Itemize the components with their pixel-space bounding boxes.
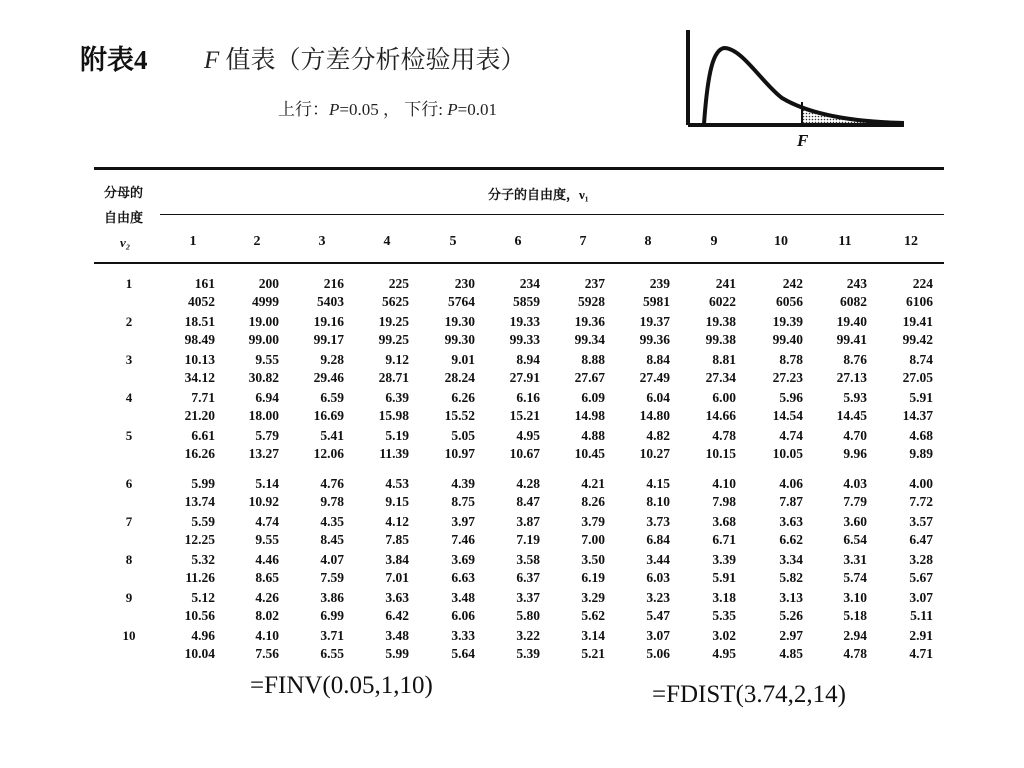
row-label-5: 5 xyxy=(125,428,133,443)
table-cell-lower: 13.74 xyxy=(184,494,215,509)
table-cell-lower: 99.38 xyxy=(705,332,736,347)
table-cell-upper: 234 xyxy=(519,276,540,291)
table-cell-lower: 10.92 xyxy=(248,494,279,509)
table-cell-lower: 9.15 xyxy=(385,494,409,509)
header-denominator-line1: 分母的 xyxy=(104,185,144,200)
table-cell-lower: 11.39 xyxy=(379,446,409,461)
table-cell-upper: 2.94 xyxy=(843,628,867,643)
table-cell-upper: 4.74 xyxy=(779,428,803,443)
table-cell-lower: 99.30 xyxy=(444,332,475,347)
table-cell-upper: 3.73 xyxy=(646,514,670,529)
table-cell-upper: 3.14 xyxy=(581,628,605,643)
table-cell-lower: 10.56 xyxy=(184,608,215,623)
table-cell-upper: 5.12 xyxy=(191,590,215,605)
subtitle-upper-value: =0.05 ， xyxy=(339,100,400,119)
table-cell-lower: 8.65 xyxy=(255,570,279,585)
table-cell-lower: 27.34 xyxy=(705,370,736,385)
column-header-10: 10 xyxy=(774,234,788,249)
title-label: 附表4 xyxy=(80,45,148,75)
table-cell-lower: 7.19 xyxy=(516,532,540,547)
table-cell-lower: 27.05 xyxy=(902,370,933,385)
table-cell-lower: 34.12 xyxy=(184,370,215,385)
table-cell-lower: 18.00 xyxy=(248,408,279,423)
table-cell-lower: 99.33 xyxy=(509,332,540,347)
table-cell-upper: 3.22 xyxy=(516,628,540,643)
table-cell-upper: 4.82 xyxy=(646,428,670,443)
table-cell-upper: 19.41 xyxy=(902,314,933,329)
table-cell-lower: 4.95 xyxy=(712,646,736,661)
table-cell-lower: 16.26 xyxy=(184,446,215,461)
subtitle-lower-prefix: 下行: xyxy=(404,100,448,119)
table-cell-lower: 8.26 xyxy=(581,494,605,509)
row-label-9: 9 xyxy=(125,590,133,605)
table-cell-upper: 8.76 xyxy=(843,352,867,367)
subtitle xyxy=(278,95,497,120)
table-cell-lower: 9.78 xyxy=(320,494,344,509)
table-cell-lower: 6.99 xyxy=(320,608,344,623)
table-cell-lower: 6.06 xyxy=(451,608,475,623)
column-header-6: 6 xyxy=(514,234,522,249)
table-cell-lower: 7.85 xyxy=(385,532,409,547)
table-cell-upper: 4.35 xyxy=(320,514,344,529)
table-column-rule xyxy=(94,262,944,264)
table-cell-lower: 12.25 xyxy=(184,532,215,547)
column-header-8: 8 xyxy=(644,234,652,249)
formula-fdist: =FDIST(3.74,2,14) xyxy=(652,681,846,708)
table-cell-upper: 3.34 xyxy=(779,552,803,567)
table-cell-upper: 5.91 xyxy=(909,390,933,405)
table-cell-lower: 5859 xyxy=(513,294,540,309)
table-cell-upper: 3.86 xyxy=(320,590,344,605)
subtitle-upper-prefix: 上行： xyxy=(278,100,329,119)
table-cell-upper: 5.59 xyxy=(191,514,215,529)
table-cell-lower: 10.67 xyxy=(509,446,540,461)
table-cell-upper: 3.44 xyxy=(646,552,670,567)
table-cell-lower: 7.98 xyxy=(712,494,736,509)
table-cell-lower: 28.71 xyxy=(378,370,409,385)
table-cell-lower: 4999 xyxy=(252,294,279,309)
table-cell-upper: 241 xyxy=(715,276,736,291)
table-cell-upper: 8.74 xyxy=(909,352,933,367)
table-cell-lower: 5403 xyxy=(317,294,344,309)
table-cell-lower: 99.40 xyxy=(772,332,803,347)
table-cell-lower: 8.45 xyxy=(320,532,344,547)
table-cell-upper: 5.79 xyxy=(255,428,279,443)
table-cell-lower: 5.74 xyxy=(843,570,867,585)
table-cell-lower: 6106 xyxy=(906,294,933,309)
table-cell-lower: 6.19 xyxy=(581,570,605,585)
table-cell-upper: 3.97 xyxy=(451,514,475,529)
table-cell-lower: 15.21 xyxy=(509,408,540,423)
table-cell-lower: 14.54 xyxy=(772,408,803,423)
table-cell-lower: 14.66 xyxy=(705,408,736,423)
table-cell-upper: 10.13 xyxy=(184,352,215,367)
table-cell-upper: 4.76 xyxy=(320,476,344,491)
table-cell-lower: 7.46 xyxy=(451,532,475,547)
table-cell-lower: 4.71 xyxy=(909,646,933,661)
table-cell-upper: 18.51 xyxy=(184,314,215,329)
table-cell-upper: 6.00 xyxy=(712,390,736,405)
table-cell-lower: 5.99 xyxy=(385,646,409,661)
table-cell-lower: 6082 xyxy=(840,294,867,309)
table-cell-upper: 8.84 xyxy=(646,352,670,367)
table-cell-lower: 8.47 xyxy=(516,494,540,509)
table-cell-lower: 98.49 xyxy=(184,332,215,347)
table-cell-upper: 4.10 xyxy=(255,628,279,643)
table-cell-upper: 6.59 xyxy=(320,390,344,405)
table-cell-upper: 4.96 xyxy=(191,628,215,643)
table-cell-lower: 6.63 xyxy=(451,570,475,585)
table-cell-upper: 9.12 xyxy=(385,352,409,367)
table-cell-upper: 3.07 xyxy=(909,590,933,605)
table-cell-upper: 8.81 xyxy=(712,352,736,367)
table-cell-upper: 5.93 xyxy=(843,390,867,405)
column-header-5: 5 xyxy=(449,234,457,249)
table-cell-upper: 225 xyxy=(388,276,409,291)
table-cell-upper: 5.05 xyxy=(451,428,475,443)
table-cell-lower: 99.17 xyxy=(313,332,344,347)
table-cell-upper: 4.28 xyxy=(516,476,540,491)
table-cell-lower: 14.37 xyxy=(902,408,933,423)
table-cell-upper: 5.41 xyxy=(320,428,344,443)
table-cell-upper: 4.70 xyxy=(843,428,867,443)
table-cell-lower: 7.87 xyxy=(779,494,803,509)
table-cell-lower: 6.03 xyxy=(646,570,670,585)
table-cell-upper: 4.53 xyxy=(385,476,409,491)
table-cell-lower: 6.55 xyxy=(320,646,344,661)
table-cell-upper: 3.28 xyxy=(909,552,933,567)
table-cell-upper: 3.10 xyxy=(843,590,867,605)
table-cell-lower: 9.96 xyxy=(843,446,867,461)
table-cell-lower: 5.67 xyxy=(909,570,933,585)
table-cell-lower: 10.15 xyxy=(705,446,736,461)
table-cell-lower: 5625 xyxy=(382,294,409,309)
table-cell-lower: 10.45 xyxy=(574,446,605,461)
table-cell-lower: 27.13 xyxy=(836,370,867,385)
table-cell-upper: 3.02 xyxy=(712,628,736,643)
table-cell-lower: 11.26 xyxy=(185,570,215,585)
table-cell-lower: 8.10 xyxy=(646,494,670,509)
table-cell-lower: 14.80 xyxy=(639,408,670,423)
table-cell-lower: 7.56 xyxy=(255,646,279,661)
table-cell-lower: 5764 xyxy=(448,294,475,309)
table-cell-upper: 4.10 xyxy=(712,476,736,491)
table-cell-lower: 13.27 xyxy=(248,446,279,461)
table-cell-lower: 5.82 xyxy=(779,570,803,585)
row-label-7: 7 xyxy=(125,514,133,529)
table-cell-lower: 6.71 xyxy=(712,532,736,547)
table-cell-upper: 4.12 xyxy=(385,514,409,529)
table-cell-lower: 5.62 xyxy=(581,608,605,623)
table-cell-lower: 99.41 xyxy=(836,332,867,347)
table-cell-upper: 3.18 xyxy=(712,590,736,605)
table-cell-lower: 4052 xyxy=(188,294,215,309)
table-cell-lower: 4.85 xyxy=(779,646,803,661)
table-cell-lower: 5.39 xyxy=(516,646,540,661)
table-cell-upper: 4.21 xyxy=(581,476,605,491)
header-denominator-line2: 自由度 xyxy=(104,210,144,225)
title-text: 值表（方差分析检验用表） xyxy=(219,47,526,74)
table-cell-upper: 5.32 xyxy=(191,552,215,567)
row-label-8: 8 xyxy=(125,552,133,567)
table-cell-upper: 239 xyxy=(649,276,670,291)
table-cell-lower: 99.42 xyxy=(902,332,933,347)
column-header-9: 9 xyxy=(710,234,718,249)
table-cell-upper: 5.96 xyxy=(779,390,803,405)
table-cell-lower: 10.97 xyxy=(444,446,475,461)
table-header-rule xyxy=(160,214,944,215)
table-cell-lower: 6056 xyxy=(776,294,803,309)
column-header-3: 3 xyxy=(318,234,326,249)
table-cell-lower: 10.04 xyxy=(184,646,215,661)
table-cell-lower: 29.46 xyxy=(313,370,344,385)
table-cell-upper: 8.78 xyxy=(779,352,803,367)
table-cell-upper: 9.28 xyxy=(320,352,344,367)
table-cell-lower: 5.11 xyxy=(910,608,933,623)
table-cell-lower: 7.79 xyxy=(843,494,867,509)
table-cell-upper: 6.04 xyxy=(646,390,670,405)
table-cell-upper: 3.13 xyxy=(779,590,803,605)
table-cell-upper: 8.94 xyxy=(516,352,540,367)
table-cell-upper: 3.31 xyxy=(843,552,867,567)
table-cell-upper: 3.57 xyxy=(909,514,933,529)
table-cell-lower: 27.23 xyxy=(772,370,803,385)
table-cell-upper: 3.37 xyxy=(516,590,540,605)
column-header-11: 11 xyxy=(838,234,852,249)
table-cell-upper: 237 xyxy=(584,276,605,291)
table-cell-upper: 230 xyxy=(454,276,475,291)
table-cell-lower: 9.55 xyxy=(255,532,279,547)
table-cell-upper: 4.88 xyxy=(581,428,605,443)
table-cell-lower: 7.01 xyxy=(385,570,409,585)
table-cell-upper: 9.01 xyxy=(451,352,475,367)
table-cell-lower: 4.78 xyxy=(843,646,867,661)
table-cell-lower: 7.72 xyxy=(909,494,933,509)
table-cell-upper: 2.97 xyxy=(779,628,803,643)
f-distribution-curve xyxy=(682,28,912,153)
table-cell-upper: 19.33 xyxy=(509,314,540,329)
table-cell-lower: 10.27 xyxy=(639,446,670,461)
column-header-7: 7 xyxy=(579,234,587,249)
table-cell-upper: 6.09 xyxy=(581,390,605,405)
subtitle-upper-p: P xyxy=(329,100,340,119)
table-cell-lower: 5981 xyxy=(643,294,670,309)
table-cell-upper: 6.16 xyxy=(516,390,540,405)
table-cell-upper: 19.39 xyxy=(772,314,803,329)
table-cell-lower: 21.20 xyxy=(184,408,215,423)
subtitle-lower-p: P xyxy=(447,100,458,119)
table-cell-upper: 3.48 xyxy=(451,590,475,605)
table-cell-upper: 4.95 xyxy=(516,428,540,443)
table-cell-upper: 200 xyxy=(258,276,279,291)
table-cell-lower: 5.06 xyxy=(646,646,670,661)
table-cell-lower: 5.26 xyxy=(779,608,803,623)
title-main xyxy=(204,40,526,76)
table-cell-upper: 4.06 xyxy=(779,476,803,491)
table-cell-upper: 19.38 xyxy=(705,314,736,329)
table-cell-upper: 242 xyxy=(782,276,803,291)
table-cell-lower: 5.21 xyxy=(581,646,605,661)
table-cell-upper: 19.16 xyxy=(313,314,344,329)
table-cell-upper: 3.84 xyxy=(385,552,409,567)
table-cell-lower: 28.24 xyxy=(444,370,475,385)
table-cell-lower: 6.42 xyxy=(385,608,409,623)
title-f-symbol: F xyxy=(204,47,220,74)
table-cell-lower: 15.52 xyxy=(444,408,475,423)
table-cell-upper: 8.88 xyxy=(581,352,605,367)
row-label-1: 1 xyxy=(125,276,133,291)
table-cell-upper: 3.39 xyxy=(712,552,736,567)
table-cell-upper: 19.30 xyxy=(444,314,475,329)
table-cell-lower: 6.37 xyxy=(516,570,540,585)
column-header-12: 12 xyxy=(904,234,918,249)
table-cell-upper: 19.00 xyxy=(248,314,279,329)
table-cell-upper: 3.71 xyxy=(320,628,344,643)
table-cell-upper: 3.33 xyxy=(451,628,475,643)
table-cell-lower: 6.47 xyxy=(909,532,933,547)
column-header-4: 4 xyxy=(383,234,391,249)
curve-f-label: F xyxy=(797,131,809,150)
table-cell-upper: 3.29 xyxy=(581,590,605,605)
table-cell-lower: 6022 xyxy=(709,294,736,309)
table-cell-lower: 7.59 xyxy=(320,570,344,585)
table-cell-lower: 5.91 xyxy=(712,570,736,585)
table-cell-upper: 4.78 xyxy=(712,428,736,443)
table-cell-lower: 16.69 xyxy=(313,408,344,423)
formula-finv: =FINV(0.05,1,10) xyxy=(250,672,433,699)
table-cell-upper: 3.68 xyxy=(712,514,736,529)
table-cell-upper: 4.26 xyxy=(255,590,279,605)
row-label-6: 6 xyxy=(125,476,133,491)
table-cell-upper: 4.03 xyxy=(843,476,867,491)
table-cell-upper: 3.79 xyxy=(581,514,605,529)
table-cell-upper: 4.68 xyxy=(909,428,933,443)
table-cell-upper: 5.19 xyxy=(385,428,409,443)
table-cell-upper: 19.25 xyxy=(378,314,409,329)
table-cell-lower: 9.89 xyxy=(909,446,933,461)
table-cell-lower: 99.36 xyxy=(639,332,670,347)
table-cell-upper: 3.63 xyxy=(385,590,409,605)
table-cell-lower: 14.98 xyxy=(574,408,605,423)
table-cell-lower: 99.25 xyxy=(378,332,409,347)
table-cell-upper: 6.61 xyxy=(191,428,215,443)
table-cell-lower: 27.91 xyxy=(509,370,540,385)
table-cell-upper: 19.37 xyxy=(639,314,670,329)
table-cell-upper: 4.00 xyxy=(909,476,933,491)
table-cell-lower: 6.54 xyxy=(843,532,867,547)
table-cell-lower: 5.64 xyxy=(451,646,475,661)
table-cell-upper: 5.99 xyxy=(191,476,215,491)
subtitle-lower-value: =0.01 xyxy=(457,100,497,119)
table-cell-lower: 6.62 xyxy=(779,532,803,547)
table-cell-lower: 30.82 xyxy=(248,370,279,385)
table-cell-lower: 5.18 xyxy=(843,608,867,623)
table-top-rule xyxy=(94,167,944,170)
table-cell-upper: 6.94 xyxy=(255,390,279,405)
table-cell-upper: 243 xyxy=(846,276,867,291)
table-cell-lower: 14.45 xyxy=(836,408,867,423)
table-cell-lower: 5.80 xyxy=(516,608,540,623)
table-cell-lower: 12.06 xyxy=(313,446,344,461)
table-cell-upper: 161 xyxy=(194,276,215,291)
table-cell-upper: 3.50 xyxy=(581,552,605,567)
header-denominator-line3: ν₂ xyxy=(120,235,131,250)
table-cell-lower: 8.75 xyxy=(451,494,475,509)
table-cell-upper: 2.91 xyxy=(909,628,933,643)
table-cell-upper: 9.55 xyxy=(255,352,279,367)
table-cell-upper: 3.63 xyxy=(779,514,803,529)
table-cell-upper: 4.15 xyxy=(646,476,670,491)
row-label-4: 4 xyxy=(125,390,133,405)
table-cell-lower: 8.02 xyxy=(255,608,279,623)
table-cell-upper: 3.23 xyxy=(646,590,670,605)
table-cell-upper: 19.40 xyxy=(836,314,867,329)
table-cell-upper: 4.07 xyxy=(320,552,344,567)
table-cell-lower: 27.49 xyxy=(639,370,670,385)
table-cell-lower: 7.00 xyxy=(581,532,605,547)
table-cell-upper: 5.14 xyxy=(255,476,279,491)
table-cell-upper: 3.07 xyxy=(646,628,670,643)
table-cell-upper: 6.39 xyxy=(385,390,409,405)
table-cell-lower: 27.67 xyxy=(574,370,605,385)
row-label-3: 3 xyxy=(125,352,133,367)
table-cell-lower: 15.98 xyxy=(378,408,409,423)
table-cell-upper: 3.58 xyxy=(516,552,540,567)
table-cell-lower: 5.47 xyxy=(646,608,670,623)
table-cell-upper: 3.69 xyxy=(451,552,475,567)
table-cell-upper: 3.60 xyxy=(843,514,867,529)
table-cell-upper: 4.74 xyxy=(255,514,279,529)
table-cell-upper: 6.26 xyxy=(451,390,475,405)
column-header-2: 2 xyxy=(253,234,261,249)
row-label-10: 10 xyxy=(122,628,136,643)
table-cell-lower: 99.00 xyxy=(248,332,279,347)
table-cell-upper: 3.87 xyxy=(516,514,540,529)
table-cell-upper: 4.39 xyxy=(451,476,475,491)
table-cell-lower: 10.05 xyxy=(772,446,803,461)
table-cell-upper: 7.71 xyxy=(191,390,215,405)
column-header-1: 1 xyxy=(189,234,197,249)
table-cell-upper: 216 xyxy=(323,276,344,291)
table-cell-lower: 5928 xyxy=(578,294,605,309)
table-cell-upper: 3.48 xyxy=(385,628,409,643)
table-cell-lower: 5.35 xyxy=(712,608,736,623)
table-cell-lower: 6.84 xyxy=(646,532,670,547)
header-numerator: 分子的自由度，ν₁ xyxy=(488,187,589,202)
table-cell-upper: 19.36 xyxy=(574,314,605,329)
row-label-2: 2 xyxy=(125,314,133,329)
table-cell-upper: 4.46 xyxy=(255,552,279,567)
table-cell-lower: 99.34 xyxy=(574,332,605,347)
table-cell-upper: 224 xyxy=(912,276,933,291)
